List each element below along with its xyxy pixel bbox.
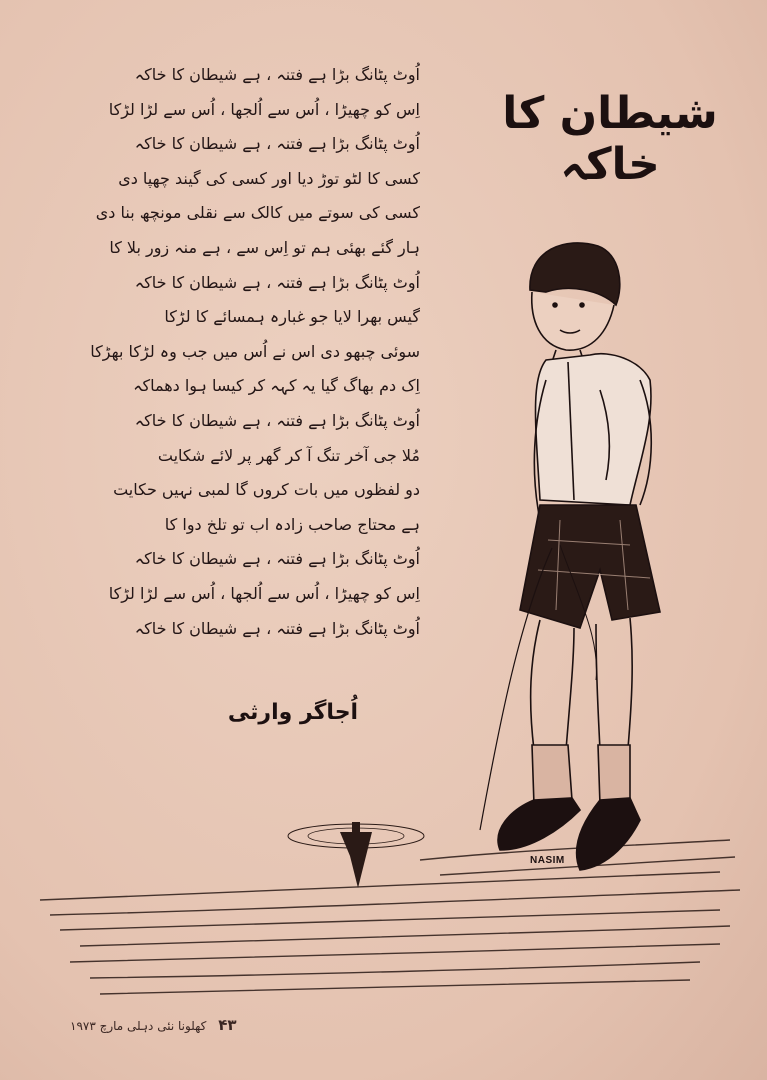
poem-line: اُوٹ پٹانگ بڑا ہے فتنہ ، ہے شیطان کا خاکہ — [134, 618, 420, 638]
poem-line: اُوٹ پٹانگ بڑا ہے فتنہ ، ہے شیطان کا خاکہ — [134, 272, 420, 292]
boy-figure — [480, 243, 660, 870]
poem-author: اُجاگر وارثی — [227, 700, 359, 725]
poem-line: ہار گئے بھئی ہم تو اِس سے ، ہے منہ زور بلا کا — [109, 237, 420, 257]
page-footer — [70, 1016, 310, 1040]
poem-line: اُوٹ پٹانگ بڑا ہے فتنہ ، ہے شیطان کا خاکہ — [134, 549, 420, 569]
poem-line: اِک دم بھاگ گیا یہ کہہ کر کیسا ہوا دھماکہ — [133, 376, 420, 396]
poem-line: دو لفظوں میں بات کروں گا لمبی نہیں حکایت — [113, 480, 420, 500]
poem-line: کسی کی سوتے میں کالک سے نقلی مونچھ بنا دی — [95, 203, 420, 223]
poem-line: اُوٹ پٹانگ بڑا ہے فتنہ ، ہے شیطان کا خاکہ — [134, 410, 420, 430]
artist-signature: NASIM — [530, 855, 565, 866]
poem-line: اِس کو چھیڑا ، اُس سے اُلجھا ، اُس سے لڑا لڑکا — [108, 99, 420, 119]
poem-line: ہے محتاج صاحب زادہ اب تو تلخ دوا کا — [164, 514, 420, 534]
ground-lines — [40, 840, 740, 994]
poem-line: اُوٹ پٹانگ بڑا ہے فتنہ ، ہے شیطان کا خاکہ — [134, 134, 420, 154]
spinning-top — [288, 822, 424, 888]
page-number: ۴۳ — [218, 1016, 237, 1034]
poem-line: سوئی چبھو دی اس نے اُس میں جب وہ لڑکا بھڑکا — [90, 341, 420, 361]
poem-line: اِس کو چھیڑا ، اُس سے اُلجھا ، اُس سے لڑا لڑکا — [108, 583, 420, 603]
page-title: شیطان کا خاکہ — [502, 88, 718, 190]
poem-line: مُلا جی آخر تنگ آ کر گھر پر لائے شکایت — [157, 445, 420, 465]
poem-line: کسی کا لٹو توڑ دیا اور کسی کی گیند چھپا دی — [118, 168, 420, 188]
publication-info: کھلونا نئی دہلی مارچ ۱۹۷۳ — [70, 1019, 207, 1033]
poem-line: گیس بھرا لایا جو غبارہ ہمسائے کا لڑکا — [164, 307, 420, 327]
poem-line: اُوٹ پٹانگ بڑا ہے فتنہ ، ہے شیطان کا خاکہ — [134, 65, 420, 84]
